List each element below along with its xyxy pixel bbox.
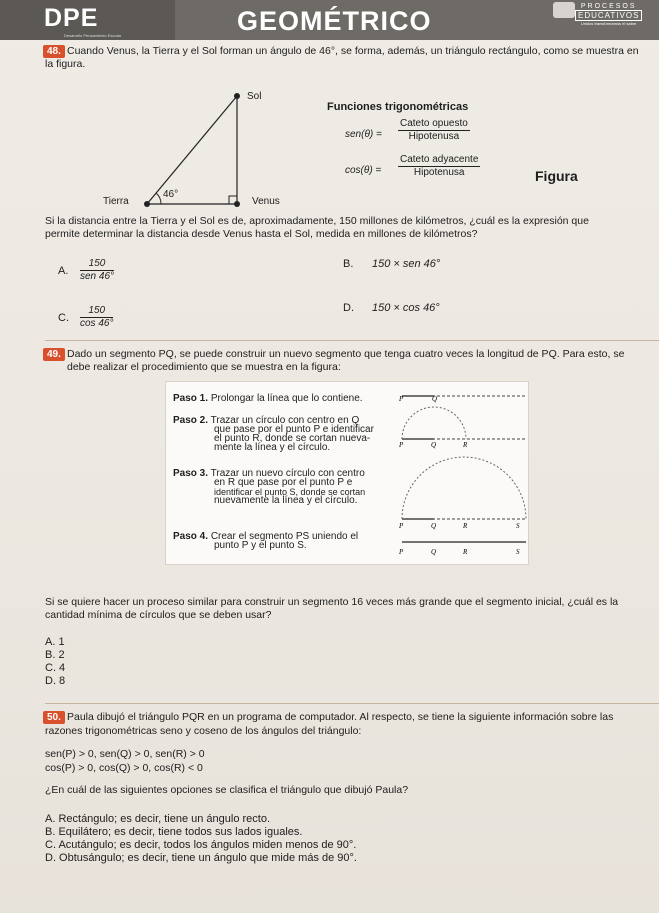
step1-text: Prolongar la línea que lo contiene.	[210, 393, 363, 404]
step1	[173, 394, 363, 404]
dpe-logo: DPE	[44, 4, 99, 32]
sen-lhs: sen(θ) =	[345, 129, 382, 140]
step2-point-q: Q	[431, 441, 437, 449]
question-49-number: 49.	[43, 348, 65, 361]
step2-text-l1: Trazar un círculo con centro en Q	[210, 415, 360, 426]
sun-dot-icon	[234, 93, 240, 99]
step4-line2: punto P y el punto S.	[214, 540, 307, 551]
q48-option-a-den: sen 46°	[80, 271, 115, 282]
cos-numerator: Cateto adyacente	[400, 154, 479, 165]
step3-point-q: Q	[431, 522, 437, 530]
q50-option-d[interactable]: D. Obtusángulo; es decir, tiene un ángulo que mide más de 90°.	[45, 852, 357, 864]
cos-lhs: cos(θ) =	[345, 165, 382, 176]
angle-arc-icon	[156, 193, 161, 204]
label-tierra: Tierra	[103, 196, 129, 207]
q49-question-line2: cantidad mínima de círculos que se deben usar?	[45, 609, 272, 621]
venus-dot-icon	[234, 201, 240, 207]
step2-point-r: R	[463, 441, 468, 449]
sen-denominator: Hipotenusa	[408, 131, 460, 142]
step4-label: Paso 4.	[173, 531, 209, 542]
q49-option-b[interactable]: B. 2	[45, 649, 65, 661]
q48-option-b[interactable]: 150 × sen 46°	[372, 258, 441, 270]
trig-title: Funciones trigonométricas	[327, 101, 469, 113]
q49-question-line1: Si se quiere hacer un proceso similar para construir un segmento 16 veces más grande que el segmento inicial, ¿cuál es la	[45, 596, 619, 608]
q50-question: ¿En cuál de las siguientes opciones se clasifica el triángulo que dibujó Paula?	[45, 784, 409, 796]
step4-point-p: P	[399, 548, 404, 556]
q48-question-line2: permite determinar la distancia desde Venus hasta el Sol, medida en millones de kilómetros?	[45, 228, 478, 240]
cos-denominator: Hipotenusa	[413, 167, 465, 178]
q48-option-b-letter[interactable]: B.	[343, 258, 354, 270]
step1-point-p: P	[399, 395, 404, 403]
step2-line3: el punto R, donde se cortan nueva-	[214, 433, 371, 444]
q48-option-a-letter[interactable]: A.	[58, 265, 69, 277]
q49-option-a[interactable]: A. 1	[45, 636, 65, 648]
steps-construction-drawing	[394, 382, 528, 564]
q50-option-a[interactable]: A. Rectángulo; es decir, tiene un ángulo recto.	[45, 813, 271, 825]
step2-circle	[402, 407, 466, 439]
q49-option-c[interactable]: C. 4	[45, 662, 66, 674]
q50-sen-line: sen(P) > 0, sen(Q) > 0, sen(R) > 0	[45, 748, 205, 760]
step3-line2: en R que pase por el punto P e	[214, 477, 353, 488]
step4-point-r: R	[463, 548, 468, 556]
step3-text-l1: Trazar un nuevo círculo con centro	[210, 468, 365, 479]
step1-label: Paso 1.	[173, 393, 209, 404]
step3-point-p: P	[399, 522, 404, 530]
q48-option-c-num: 150	[80, 305, 113, 318]
divider-48-49	[45, 340, 659, 341]
question-48-number: 48.	[43, 45, 65, 58]
q49-text-line1: Dado un segmento PQ, se puede construir un nuevo segmento que tenga cuatro veces la longitud de PQ. Para esto, se	[67, 348, 625, 360]
q48-question-line1: Si la distancia entre la Tierra y el Sol es de, aproximadamente, 150 millones de kilómetros, ¿cuál es la expresión que	[45, 215, 589, 227]
brand-line3: Unidos transformamos el saber	[580, 21, 637, 26]
step3-label: Paso 3.	[173, 468, 209, 479]
step3-point-r: R	[463, 522, 468, 530]
sen-numerator: Cateto opuesto	[400, 118, 468, 129]
q50-text-line2: razones trigonométricas seno y coseno de los ángulos del triángulo:	[45, 725, 362, 737]
step1-point-q: Q	[432, 395, 438, 403]
q48-option-a-num: 150	[80, 258, 114, 271]
step4-point-s: S	[516, 548, 520, 556]
brand-logo	[575, 3, 642, 26]
q49-option-d[interactable]: D. 8	[45, 675, 66, 687]
step2-point-p: P	[399, 441, 404, 449]
step2-line2: que pase por el punto P e identificar	[214, 424, 374, 435]
step3-line3: identificar el punto S, donde se cortan	[214, 487, 366, 497]
q48-option-a[interactable]	[80, 258, 114, 283]
step4-point-q: Q	[431, 548, 437, 556]
brand-line2: EDUCATIVOS	[575, 10, 642, 21]
q48-triangle-figure	[95, 82, 295, 212]
earth-dot-icon	[144, 201, 150, 207]
steps-figure-box	[165, 381, 529, 565]
q48-option-c[interactable]	[80, 305, 113, 330]
q48-text-line1: Cuando Venus, la Tierra y el Sol forman un ángulo de 46°, se forma, además, un triángulo rectángulo, como se muestra en	[67, 45, 639, 57]
question-50-number: 50.	[43, 711, 65, 724]
q48-option-d[interactable]: 150 × cos 46°	[372, 302, 440, 314]
q49-text-line2: debe realizar el procedimiento que se muestra en la figura:	[67, 361, 341, 373]
step4-text-l1: Crear el segmento PS uniendo el	[210, 531, 359, 542]
figure-label: Figura	[535, 168, 578, 184]
step2-line4: mente la línea y el círculo.	[214, 442, 331, 453]
step2-label: Paso 2.	[173, 415, 209, 426]
label-venus: Venus	[252, 196, 280, 207]
q50-cos-line: cos(P) > 0, cos(Q) > 0, cos(R) < 0	[45, 762, 203, 774]
label-angle: 46°	[163, 189, 179, 200]
step3-line4: nuevamente la línea y el círculo.	[214, 495, 358, 506]
brand-logo-icon	[553, 2, 575, 18]
q48-option-d-letter[interactable]: D.	[343, 302, 354, 314]
q50-option-c[interactable]: C. Acutángulo; es decir, todos los ángulos miden menos de 90°.	[45, 839, 357, 851]
hypotenuse-line	[147, 96, 237, 204]
page-title: GEOMÉTRICO	[237, 6, 432, 36]
q50-text-line1: Paula dibujó el triángulo PQR en un programa de computador. Al respecto, se tiene la siguiente información sobre las	[67, 711, 614, 723]
header-bar	[0, 0, 659, 40]
divider-49-50	[45, 703, 659, 704]
step3-circle	[402, 457, 526, 519]
sen-fraction	[398, 118, 470, 143]
q48-option-c-den: cos 46°	[80, 318, 114, 329]
q48-option-c-letter[interactable]: C.	[58, 312, 69, 324]
step3-point-s: S	[516, 522, 520, 530]
label-sol: Sol	[247, 91, 262, 102]
q48-text-line2: la figura.	[45, 58, 86, 70]
q50-option-b[interactable]: B. Equilátero; es decir, tiene todos sus lados iguales.	[45, 826, 303, 838]
cos-fraction	[398, 154, 480, 179]
brand-line1: PROCESOS	[580, 3, 637, 10]
dpe-logo-subtitle: Desarrollo Pensamiento Escolar	[64, 33, 122, 38]
